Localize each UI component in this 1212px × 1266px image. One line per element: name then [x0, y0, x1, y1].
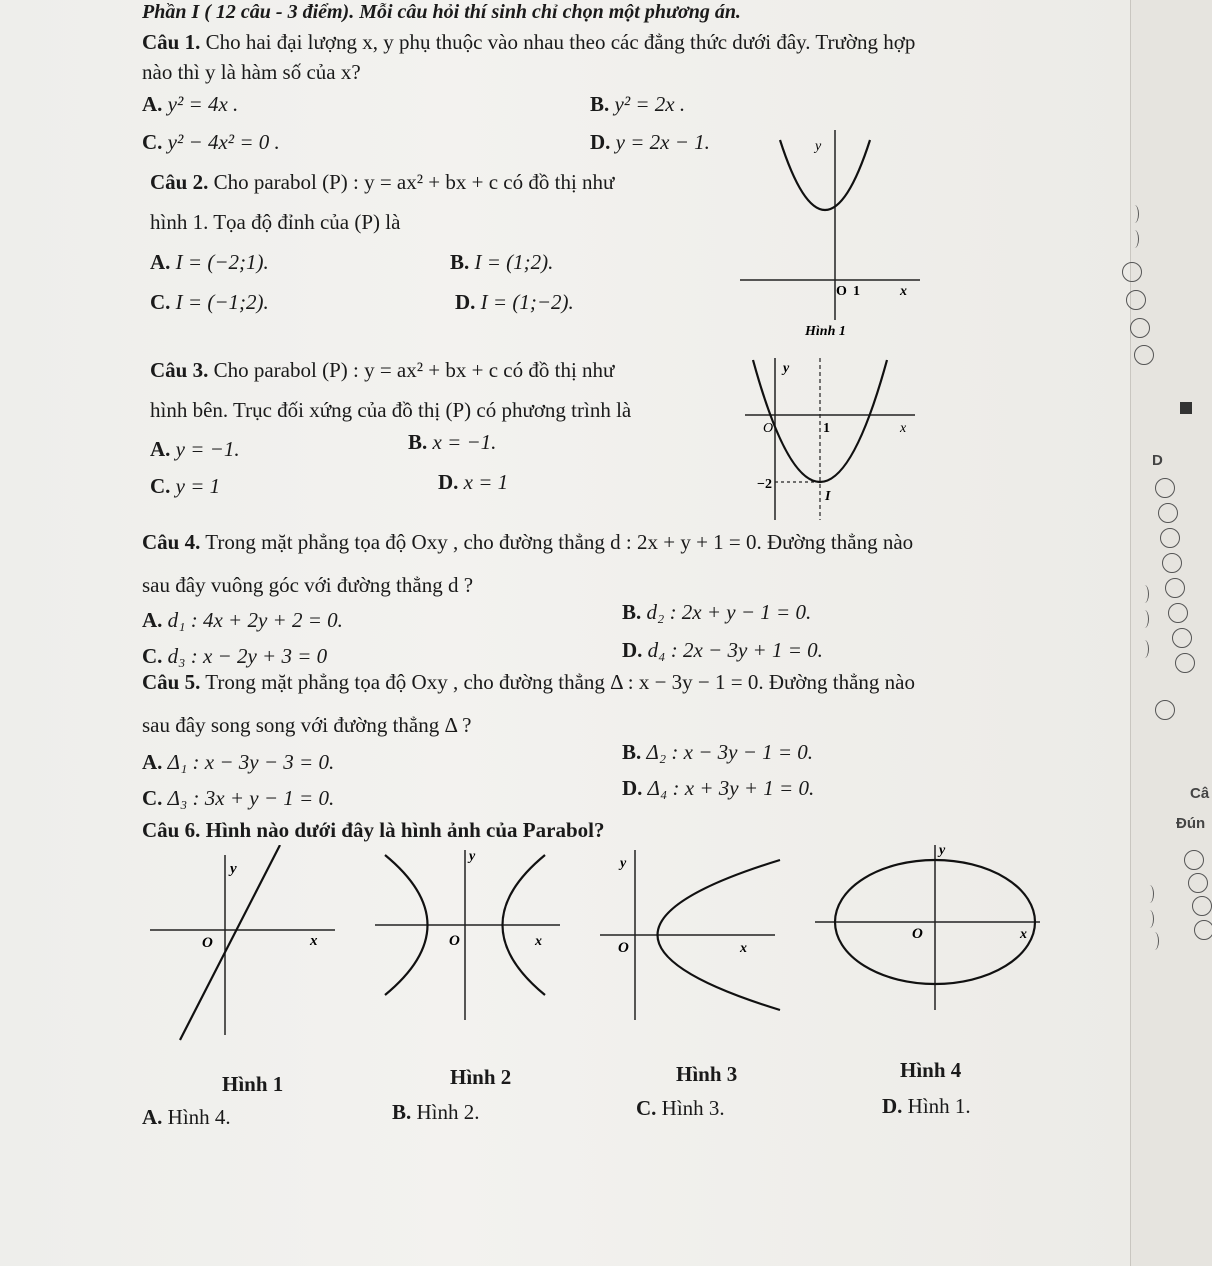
x-axis-label: x — [1020, 927, 1027, 942]
figure-4-caption: Hình 4 — [900, 1058, 962, 1082]
answer-bubble[interactable] — [1134, 345, 1154, 365]
option-d: D. Hình 1. — [882, 1094, 971, 1118]
option-d: D. x = 1 — [438, 470, 509, 494]
option-b: B. y² = 2x . — [590, 92, 686, 116]
question-1-text: nào thì y là hàm số của x? — [142, 60, 361, 84]
answer-bubble[interactable] — [1175, 653, 1195, 673]
section-header: Phần I ( 12 câu - 3 điểm). Mỗi câu hỏi thí sinh chỉ chọn một phương án. — [142, 1, 741, 23]
answer-bubble[interactable] — [1184, 850, 1204, 870]
parabola-curve — [780, 140, 870, 210]
answer-bubble[interactable] — [1126, 290, 1146, 310]
option-d: D. Δ₄ : x + 3y + 1 = 0. — [622, 776, 815, 800]
q6-figure-2-hyperbola — [375, 845, 565, 1025]
figure-caption: Hình 1 — [805, 324, 846, 339]
tick-label-1: 1 — [823, 421, 830, 436]
option-a: A. I = (−2;1). — [150, 250, 269, 274]
option-a: A. y² = 4x . — [142, 92, 239, 116]
question-1 — [142, 30, 915, 55]
option-b: B. Hình 2. — [392, 1100, 480, 1124]
bubble-mark — [1140, 610, 1149, 628]
option-a: A. d₁ : 4x + 2y + 2 = 0. — [142, 608, 343, 632]
tick-label-minus-2: −2 — [757, 477, 772, 492]
option-a: A. y = −1. — [150, 437, 240, 461]
alignment-marker — [1180, 402, 1192, 414]
question-4-text: sau đây vuông góc với đường thẳng d ? — [142, 573, 474, 597]
y-axis-label: y — [783, 361, 790, 376]
x-axis-label: x — [900, 284, 907, 299]
y-axis-label: y — [620, 856, 627, 871]
bubble-mark — [1130, 205, 1139, 223]
answer-section-label: Đún — [1176, 815, 1206, 832]
vertex-label: I — [825, 489, 831, 504]
y-axis-label: y — [815, 139, 822, 154]
q6-figure-4-ellipse — [815, 840, 1045, 1020]
answer-bubble[interactable] — [1158, 503, 1178, 523]
question-text: Cho hai đại lượng x, y phụ thuộc vào nhau theo các đẳng thức dưới đây. Trường hợp — [200, 30, 916, 54]
question-4: Câu 4. Trong mặt phẳng tọa độ Oxy , cho đường thẳng d : 2x + y + 1 = 0. Đường thẳng nào — [142, 530, 914, 554]
answer-bubble[interactable] — [1155, 700, 1175, 720]
option-c: C. Hình 3. — [636, 1096, 725, 1120]
option-a: A. Δ₁ : x − 3y − 3 = 0. — [142, 750, 335, 774]
option-c: C. d₃ : x − 2y + 3 = 0 — [142, 644, 328, 668]
answer-bubble[interactable] — [1162, 553, 1182, 573]
option-c: C. y = 1 — [150, 474, 221, 498]
answer-bubble[interactable] — [1192, 896, 1212, 916]
bubble-mark — [1150, 932, 1159, 950]
x-axis-label: x — [310, 933, 318, 949]
origin-label: O — [836, 284, 847, 299]
q6-figure-3-parabola — [600, 845, 790, 1025]
bubble-mark — [1130, 230, 1139, 248]
x-axis-label: x — [535, 934, 542, 949]
answer-bubble[interactable] — [1168, 603, 1188, 623]
x-axis-label: x — [740, 941, 747, 956]
option-a: A. Hình 4. — [142, 1105, 231, 1129]
answer-sheet-edge — [1130, 0, 1212, 1266]
option-c: C. y² − 4x² = 0 . — [142, 130, 280, 154]
x-axis-label: x — [900, 421, 907, 436]
y-axis-label: y — [469, 849, 476, 864]
answer-column-header: D — [1152, 452, 1163, 469]
option-c: C. I = (−1;2). — [150, 290, 269, 314]
question-3: Câu 3. Cho parabol (P) : y = ax² + bx + c có đồ thị như — [150, 358, 615, 382]
question-label: Câu 1. — [142, 30, 201, 54]
answer-bubble[interactable] — [1130, 318, 1150, 338]
origin-label: O — [449, 933, 460, 949]
question-3-text: hình bên. Trục đối xứng của đồ thị (P) có phương trình là — [150, 398, 632, 422]
y-axis-label: y — [939, 843, 946, 858]
answer-bubble[interactable] — [1155, 478, 1175, 498]
y-axis-label: y — [230, 861, 237, 877]
answer-bubble[interactable] — [1188, 873, 1208, 893]
figure-3-caption: Hình 3 — [676, 1062, 738, 1086]
q3-parabola-figure — [745, 350, 925, 525]
option-d: D. d₄ : 2x − 3y + 1 = 0. — [622, 638, 823, 662]
bubble-mark — [1145, 910, 1154, 928]
option-d: D. y = 2x − 1. — [590, 130, 710, 154]
origin-label: O — [202, 935, 213, 951]
bubble-mark — [1145, 885, 1154, 903]
option-b: B. I = (1;2). — [450, 250, 554, 274]
question-5-text: sau đây song song với đường thẳng Δ ? — [142, 713, 472, 737]
answer-bubble[interactable] — [1172, 628, 1192, 648]
figure-1-caption: Hình 1 — [222, 1072, 284, 1096]
question-5: Câu 5. Trong mặt phẳng tọa độ Oxy , cho đường thẳng Δ : x − 3y − 1 = 0. Đường thẳng nào — [142, 670, 915, 694]
answer-bubble[interactable] — [1194, 920, 1212, 940]
answer-bubble[interactable] — [1122, 262, 1142, 282]
option-b: B. Δ₂ : x − 3y − 1 = 0. — [622, 740, 814, 764]
bubble-mark — [1140, 640, 1149, 658]
option-c: C. Δ₃ : 3x + y − 1 = 0. — [142, 786, 335, 810]
origin-label: O — [912, 926, 923, 942]
answer-bubble[interactable] — [1160, 528, 1180, 548]
option-d: D. I = (1;−2). — [455, 290, 574, 314]
answer-section-label: Câ — [1190, 785, 1210, 802]
q6-figure-1-line — [150, 845, 340, 1045]
answer-bubble[interactable] — [1165, 578, 1185, 598]
question-2-text: hình 1. Tọa độ đỉnh của (P) là — [150, 210, 401, 234]
origin-label: O — [618, 940, 629, 956]
question-2: Câu 2. Cho parabol (P) : y = ax² + bx + c có đồ thị như — [150, 170, 615, 194]
q2-parabola-figure — [740, 120, 940, 340]
bubble-mark — [1140, 585, 1149, 603]
figure-2-caption: Hình 2 — [450, 1065, 512, 1089]
tick-label-1: 1 — [853, 284, 860, 299]
origin-label: O — [763, 421, 774, 436]
question-6: Câu 6. Hình nào dưới đây là hình ảnh của Parabol? — [142, 818, 605, 842]
option-b: B. d₂ : 2x + y − 1 = 0. — [622, 600, 812, 624]
option-b: B. x = −1. — [408, 430, 497, 454]
